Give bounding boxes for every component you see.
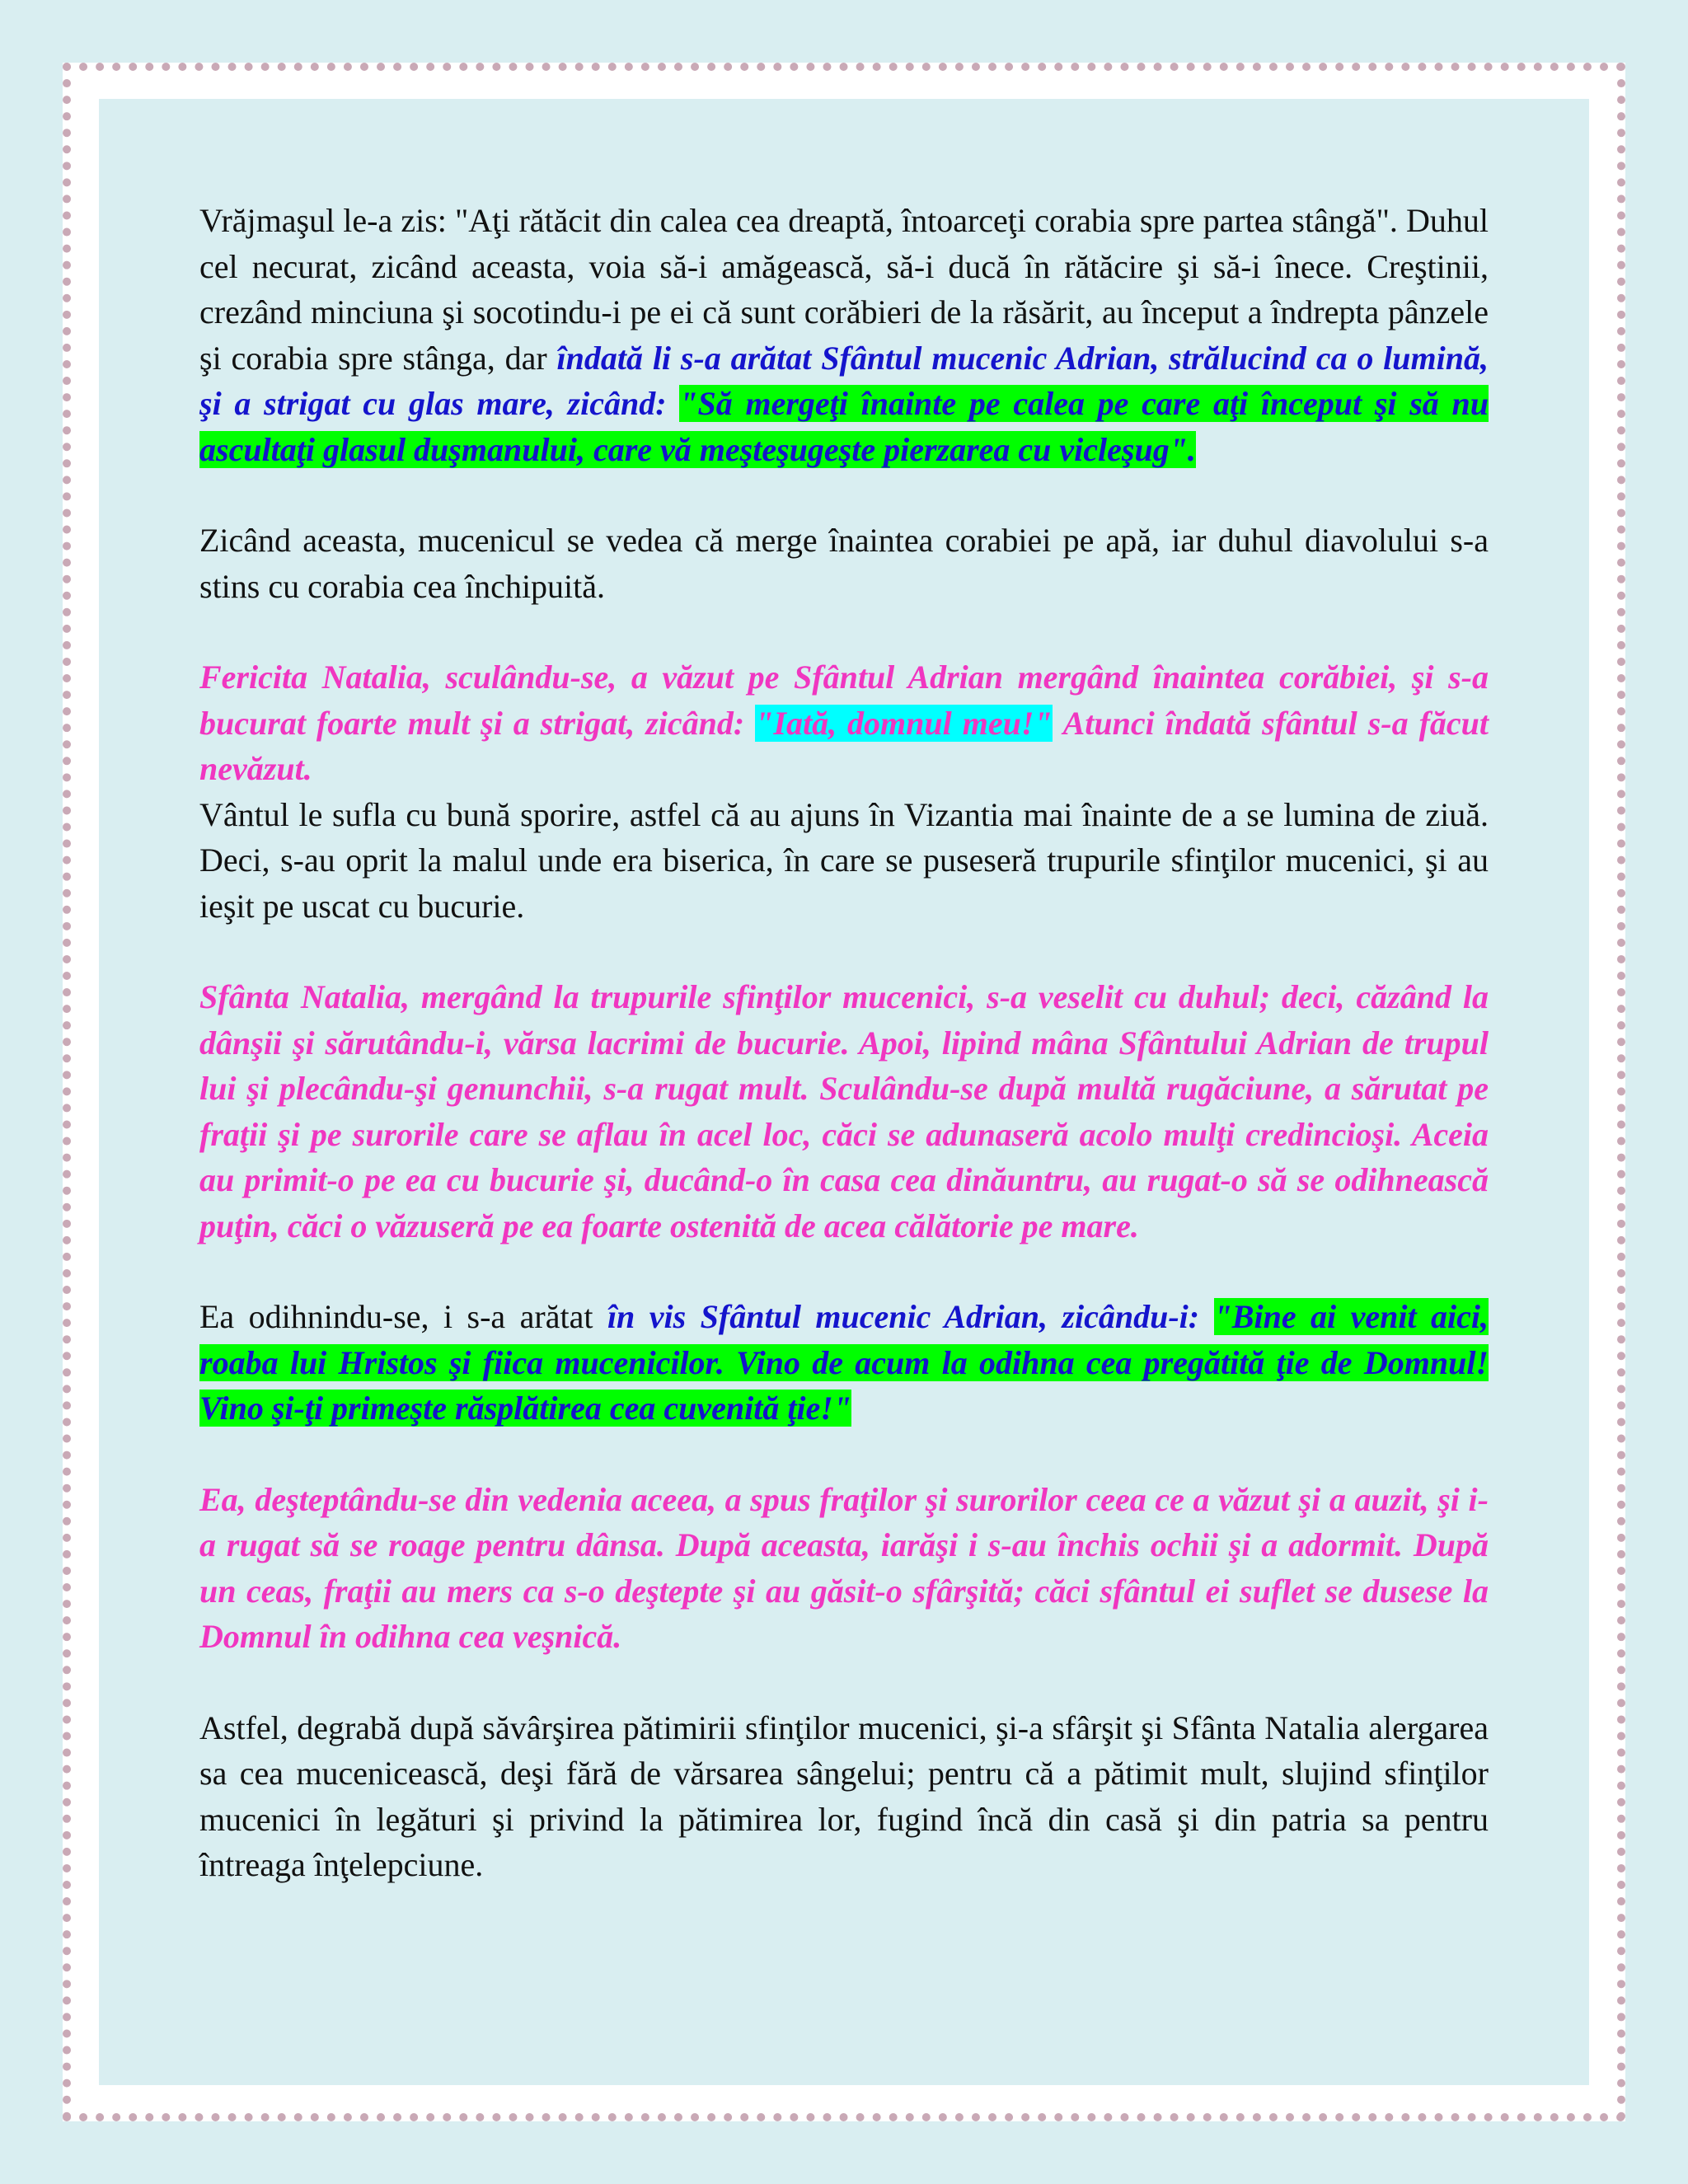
paragraph-3	[199, 654, 1489, 929]
paragraph-3-highlight: "Iată, domnul meu!"	[755, 704, 1053, 742]
document-body	[199, 198, 1489, 1888]
paragraph-4: Sfânta Natalia, mergând la trupurile sfinţilor mucenici, s-a veselit cu duhul; deci, căzând la dânşii şi sărutându-i, vărsa lacrimi de bucurie. Apoi, lipind mâna Sfântului Adrian de trupul lui şi plecându-şi genunchii, s-a rugat mult. Sculându-se după multă rugăciune, a sărutat pe fraţii şi pe surorile care se aflau în acel loc, căci se adunaseră acolo mulţi credincioşi. Aceia au primit-o pe ea cu bucurie şi, ducând-o în casa cea dinăuntru, au rugat-o să se odihnească puţin, căci o văzuseră pe ea foarte ostenită de acea călătorie pe mare.	[199, 978, 1489, 1244]
paragraph-3-emphasis-end: Atunci îndată sfântul s-a făcut nevăzut.	[199, 704, 1489, 787]
paragraph-2: Zicând aceasta, mucenicul se vedea că merge înaintea corabiei pe apă, iar duhul diavolului s-a stins cu corabia cea închipuită.	[199, 522, 1489, 605]
paragraph-5-text: Ea odihnindu-se, i s-a arătat	[199, 1298, 593, 1335]
paragraph-5-emphasis: în vis Sfântul mucenic Adrian, zicându-i:	[607, 1298, 1200, 1335]
paragraph-7: Astfel, degrabă după săvârşirea pătimirii sfinţilor mucenici, şi-a sfârşit şi Sfânta Natalia alergarea sa cea mucenicească, deşi fără de vărsarea sângelui; pentru că a pătimit mult, slujind sfinţilor mucenici în legături şi privind la pătimirea lor, fugind încă din casă şi din patria sa pentru întreaga înţelepciune.	[199, 1708, 1489, 1883]
paragraph-1-highlight: "Să mergeţi înainte pe calea pe care aţi început şi să nu ascultaţi glasul duşmanului, care vă meşteşugeşte pierzarea cu vicleşug".	[199, 385, 1489, 468]
spacer	[199, 472, 1489, 518]
paragraph-3-emphasis: Fericita Natalia, sculându-se, a văzut pe Sfântul Adrian mergând înaintea corăbiei, şi s-a bucurat foarte mult şi a strigat, zicând:	[199, 658, 1489, 742]
paragraph-5-highlight: "Bine ai venit aici, roaba lui Hristos şi fiica mucenicilor. Vino de acum la odihna cea pregătită ţie de Domnul! Vino şi-ţi primeşte răsplătirea cea cuvenită ţie!"	[199, 1298, 1489, 1427]
paragraph-5	[199, 1294, 1489, 1432]
spacer	[199, 929, 1489, 974]
spacer	[199, 1432, 1489, 1477]
paragraph-6: Ea, deşteptându-se din vedenia aceea, a spus fraţilor şi surorilor ceea ce a văzut şi a auzit, şi i-a rugat să se roage pentru dânsa. După aceasta, iarăşi i s-au închis ochii şi a adormit. După un ceas, fraţii au mers ca s-o deştepte şi au găsit-o sfârşită; căci sfântul ei suflet se dusese la Domnul în odihna cea veşnică.	[199, 1480, 1489, 1655]
spacer	[199, 609, 1489, 654]
paragraph-1-emphasis: îndată li s-a arătat Sfântul mucenic Adrian, strălucind ca o lumină, şi a strigat cu glas mare, zicând:	[199, 339, 1489, 422]
spacer	[199, 1660, 1489, 1705]
spacer	[199, 1249, 1489, 1294]
paragraph-1	[199, 198, 1489, 472]
paragraph-1-text: Vrăjmaşul le-a zis: "Aţi rătăcit din calea cea dreaptă, întoarceţi corabia spre partea stângă". Duhul cel necurat, zicând aceasta, voia să-i amăgească, să-i ducă în rătăcire şi să-i înece. Creştinii, crezând minciuna şi socotindu-i pe ei că sunt corăbieri de la răsărit, au început a îndrepta pânzele şi corabia spre stânga, dar	[199, 202, 1489, 377]
paragraph-3-text: Vântul le sufla cu bună sporire, astfel că au ajuns în Vizantia mai înainte de a se lumina de ziuă. Deci, s-au oprit la malul unde era biserica, în care se puseseră trupurile sfinţilor mucenici, şi au ieşit pe uscat cu bucurie.	[199, 795, 1489, 925]
